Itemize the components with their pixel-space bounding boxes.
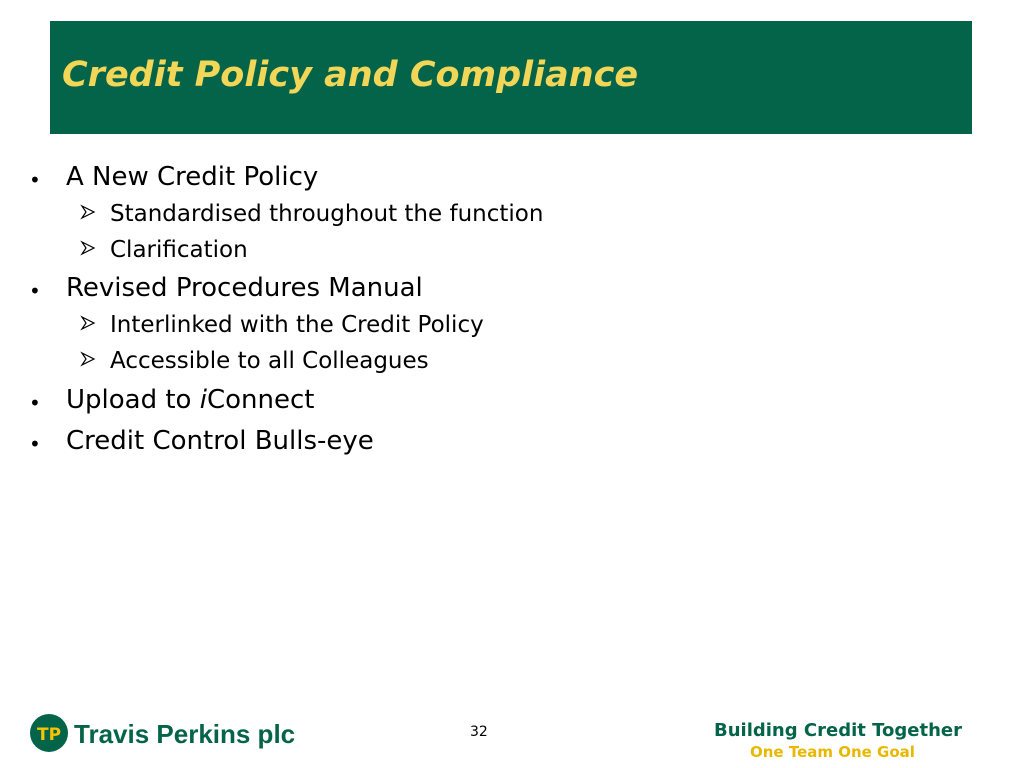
sub-bullet-text: Accessible to all Colleagues: [110, 348, 429, 374]
bullet-text: Credit Control Bulls-eye: [66, 426, 374, 456]
arrow-bullet-icon: [80, 240, 96, 256]
bullet-text-suffix: Connect: [206, 385, 315, 415]
logo-text: Travis Perkins plc: [74, 719, 296, 749]
sub-bullet-text: Standardised throughout the function: [110, 201, 544, 227]
bullet-dot-icon: •: [29, 391, 41, 415]
arrow-bullet-icon: [80, 351, 96, 367]
bullet-text: A New Credit Policy: [66, 162, 319, 192]
bullet-text-italic: i: [199, 385, 207, 415]
sub-bullet-text: Clarification: [110, 237, 248, 263]
sub-bullet-text: Interlinked with the Credit Policy: [110, 312, 484, 338]
bullet-text-prefix: Upload to: [66, 385, 200, 415]
arrow-bullet-icon: [80, 204, 96, 220]
bullet-text: Revised Procedures Manual: [66, 273, 423, 303]
title-bar: [50, 21, 972, 134]
travis-perkins-logo: [29, 711, 319, 755]
tagline-sub: One Team One Goal: [750, 743, 915, 761]
tagline-main: Building Credit Together: [714, 720, 962, 741]
page-number: 32: [470, 724, 488, 740]
slide-title: Credit Policy and Compliance: [62, 55, 639, 95]
bullet-text: [66, 387, 314, 413]
bullet-dot-icon: •: [29, 432, 41, 456]
logo-mark: TP: [36, 725, 62, 745]
bullet-dot-icon: •: [29, 168, 41, 192]
arrow-bullet-icon: [80, 315, 96, 331]
bullet-dot-icon: •: [29, 279, 41, 303]
